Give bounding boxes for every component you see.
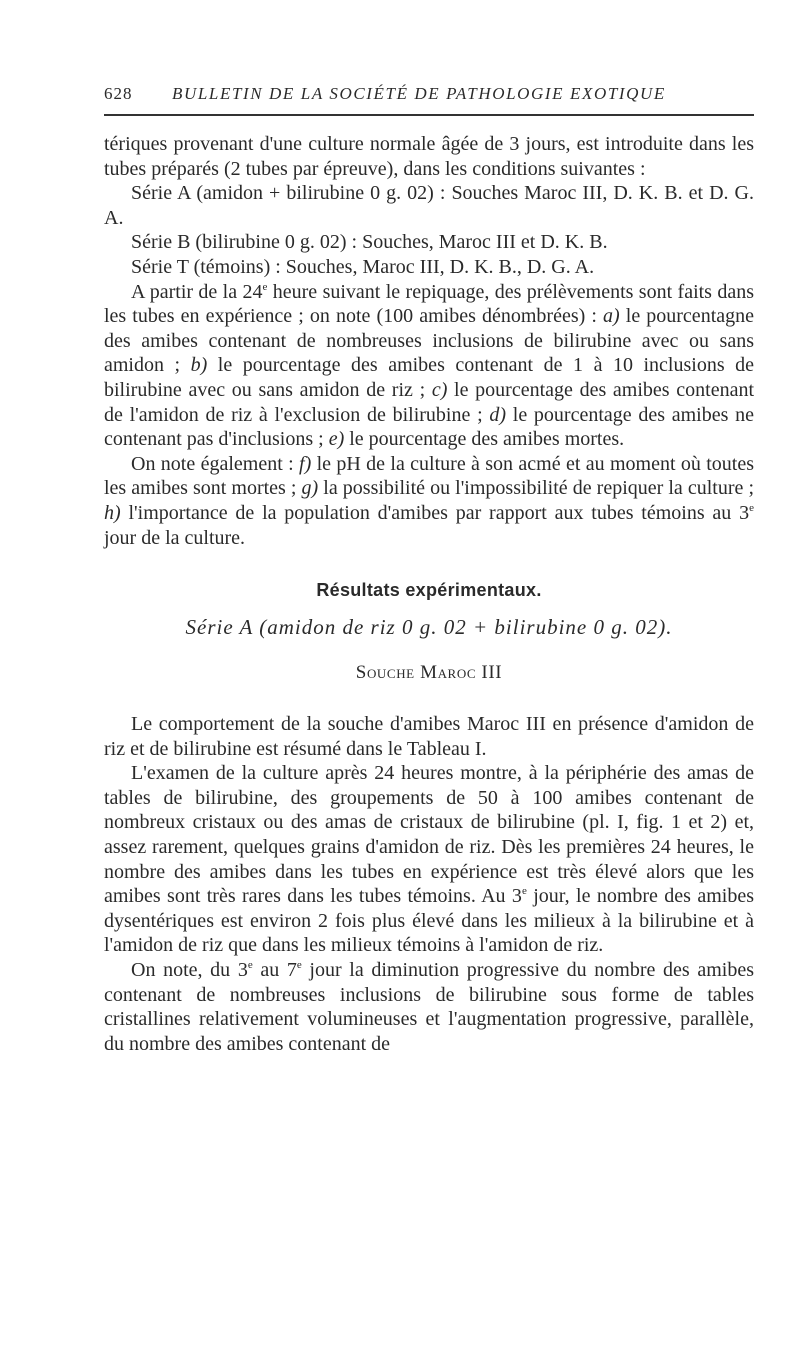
paragraph-behaviour: Le comportement de la souche d'amibes Maroc III en présence d'amidon de riz et de bilirubine est résumé dans le Tableau I.	[104, 713, 754, 760]
paragraph-intro: tériques provenant d'une culture normale âgée de 3 jours, est introduite dans les tubes préparés (2 tubes par épreuve), dans les conditions suivantes :	[104, 133, 754, 180]
paragraph-sampling: A partir de la 24e heure suivant le repiquage, des prélèvements sont faits dans les tubes en expérience ; on note (100 amibes dénombrées) : a) le pourcentagne des amibes contenant de nombreuses inclusions de bilirubine avec ou sans amidon ; b) le pourcentage des amibes contenant de 1 à 10 inclusions de bilirubine avec ou sans amidon de riz ; c) le pourcentage des amibes contenant de l'amidon de riz à l'exclusion de bilirubine ; d) le pourcentage des amibes ne contenant pas d'inclusions ; e) le pourcentage des amibes mortes.	[104, 280, 755, 451]
series-title: Série A (amidon de riz 0 g. 02 + bilirubine 0 g. 02).	[185, 615, 673, 640]
strain-title: Souche Maroc III	[355, 662, 503, 684]
series-a-line: Série A (amidon + bilirubine 0 g. 02) : Souches Maroc III, D. K. B. et D. G. A.	[104, 182, 754, 229]
paragraph-also-noted: On note également : f) le pH de la culture à son acmé et au moment où toutes les amibes sont mortes ; g) la possibilité ou l'impossibilité de repiquer la culture ; h) l'importance de la population d'amibes par rapport aux tubes témoins au 3e jour de la culture.	[104, 452, 755, 549]
section-title: Résultats expérimentaux.	[316, 580, 542, 601]
page-number: 628	[104, 84, 133, 103]
journal-title: BULLETIN DE LA SOCIÉTÉ DE PATHOLOGIE EXOTIQUE	[172, 84, 666, 103]
paragraph-examination: L'examen de la culture après 24 heures montre, à la périphérie des amas de tables de bilirubine, des groupements de 50 à 100 amibes contenant de nombreux cristaux ou des amas de cristaux de bilirubine (pl. I, fig. 1 et 2) et, assez rarement, quelques grains d'amidon de riz. Dès les premières 24 heures, le nombre des amibes dans les tubes en expérience est très élevé alors que les amibes sont très rares dans les tubes témoins. Au 3e jour, le nombre des amibes dysentériques est environ 2 fois plus élevé dans les milieux à la bilirubine et à l'amidon de riz que dans les milieux témoins à l'amidon de riz.	[104, 762, 754, 957]
main-text	[104, 132, 754, 1056]
running-header	[104, 84, 754, 116]
series-b-line: Série B (bilirubine 0 g. 02) : Souches, Maroc III et D. K. B.	[131, 231, 608, 254]
series-t-line: Série T (témoins) : Souches, Maroc III, D. K. B., D. G. A.	[131, 255, 595, 278]
paragraph-decrease: On note, du 3e au 7e jour la diminution progressive du nombre des amibes contenant de nombreuses inclusions de bilirubine sous forme de tables cristallines relativement volumineuses et l'augmentation progressive, parallèle, du nombre des amibes contenant de	[104, 959, 754, 1055]
